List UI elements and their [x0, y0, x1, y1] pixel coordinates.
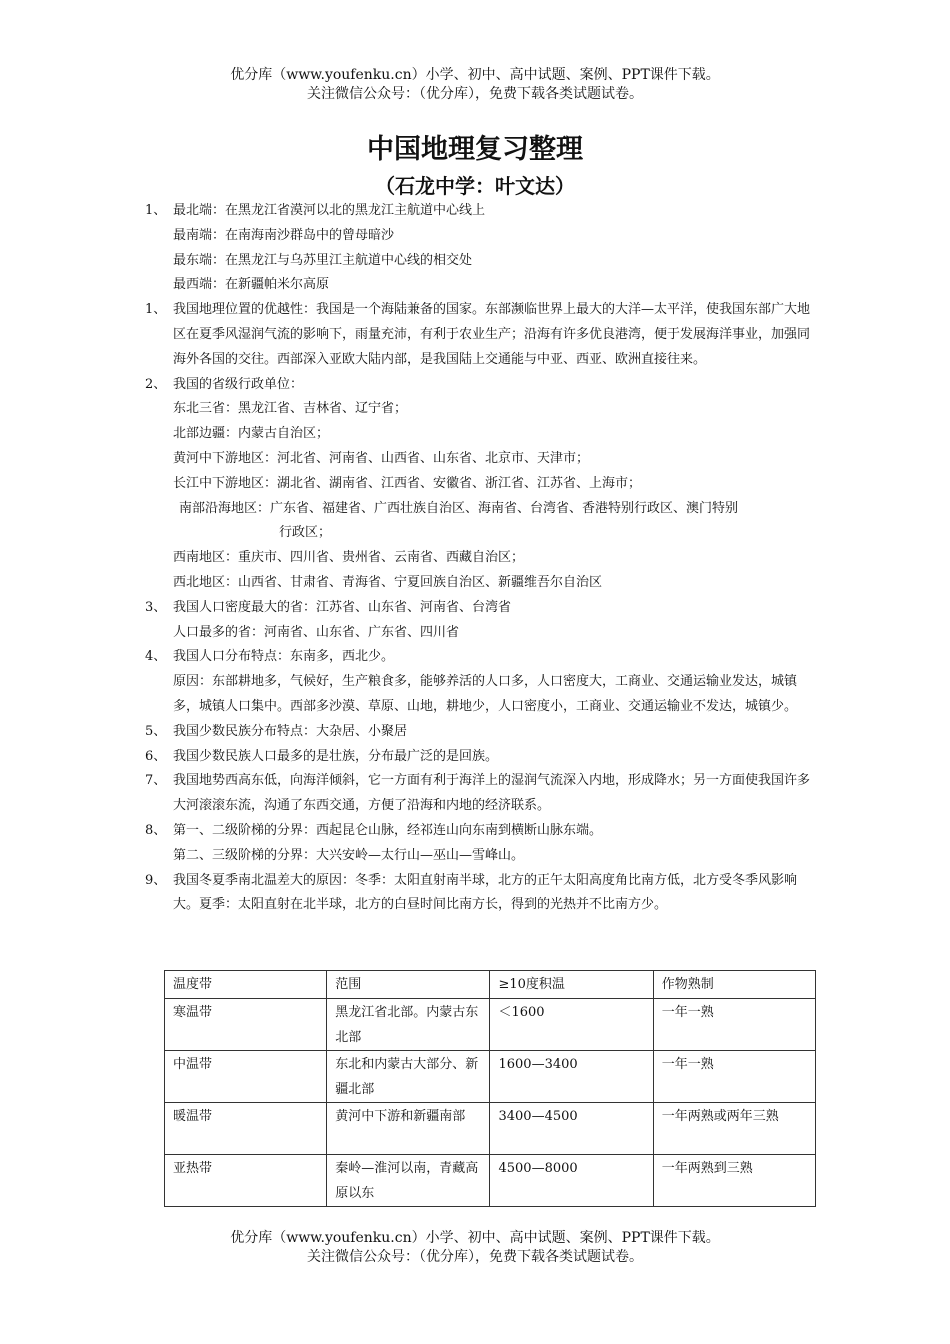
page-title: 中国地理复习整理: [367, 134, 583, 165]
text-line: 第二、三级阶梯的分界：大兴安岭—太行山—巫山—雪峰山。: [173, 847, 525, 863]
header-line-2: 关注微信公众号：（优分库），免费下载各类试题试卷。: [307, 86, 643, 102]
text-line: 东北三省：黑龙江省、吉林省、辽宁省；: [173, 401, 408, 417]
text-line: 最西端：在新疆帕米尔高原: [173, 277, 330, 293]
text-line: 最南端：在南海南沙群岛中的曾母暗沙: [173, 227, 395, 243]
section-location-advantage: [145, 298, 810, 372]
table-cell: 亚热带: [165, 1155, 327, 1207]
section-population-density: [145, 596, 810, 646]
section-number: 5、: [145, 723, 167, 739]
document-body: [145, 199, 810, 918]
table-cell: 中温带: [165, 1051, 327, 1103]
section-population-distribution: [145, 645, 810, 719]
paragraph: 我国的省级行政单位：: [173, 376, 304, 392]
page-header: [0, 66, 950, 104]
table-cell: 暖温带: [165, 1103, 327, 1155]
paragraph: 我国少数民族人口最多的是壮族，分布最广泛的是回族。: [173, 748, 499, 764]
section-number: 8、: [145, 822, 167, 838]
section-number: 4、: [145, 649, 167, 665]
table-row: [165, 1051, 816, 1103]
text-line: 长江中下游地区：湖北省、湖南省、江西省、安徽省、浙江省、江苏省、上海市；: [173, 475, 642, 491]
paragraph: 我国人口分布特点：东南多，西北少。: [173, 649, 395, 665]
section-provinces: [145, 373, 810, 497]
table-cell: 一年两熟到三熟: [653, 1155, 815, 1207]
section-minority-distribution: [145, 720, 810, 745]
text-line: 人口最多的省：河南省、山东省、广东省、四川省: [173, 624, 460, 640]
text-line: 最东端：在黑龙江与乌苏里江主航道中心线的相交处: [173, 252, 473, 268]
table-cell: ＜1600: [490, 999, 653, 1051]
text-line: 黄河中下游地区：河北省、河南省、山西省、山东省、北京市、天津市；: [173, 450, 590, 466]
section-number: 9、: [145, 872, 167, 888]
section-number: 1、: [145, 203, 167, 218]
text-line: 南部沿海地区：广东省、福建省、广西壮族自治区、海南省、台湾省、香港特别行政区、澳门特别: [179, 500, 739, 516]
temperature-zone-table: [164, 970, 816, 1207]
paragraph: 我国地势西高东低，向海洋倾斜，它一方面有利于海洋上的湿润气流深入内地，形成降水；另一方面使我国许多大河滚滚东流，沟通了东西交通，方便了沿海和内地的经济联系。: [173, 773, 811, 814]
table-row: [165, 1103, 816, 1155]
text-line: 行政区；: [279, 525, 332, 541]
table-header-cell: ≥10度积温: [490, 971, 653, 999]
table-cell: 东北和内蒙古大部分、新疆北部: [327, 1051, 490, 1103]
section-number: 3、: [145, 599, 167, 615]
section-number: 1、: [145, 302, 167, 318]
south-coastal-region: [145, 497, 810, 547]
text-line: 最北端：在黑龙江省漠河以北的黑龙江主航道中心线上: [173, 203, 486, 218]
text-line: 北部边疆：内蒙古自治区；: [173, 426, 330, 442]
table-cell: 4500—8000: [490, 1155, 653, 1207]
table-header-cell: 作物熟制: [653, 971, 815, 999]
section-provinces-cont: [145, 546, 810, 596]
paragraph: 我国人口密度最大的省：江苏省、山东省、河南省、台湾省: [173, 599, 512, 615]
paragraph: 原因：东部耕地多，气候好，生产粮食多，能够养活的人口多，人口密度大，工商业、交通运输业发达，城镇多，城镇人口集中。西部多沙漠、草原、山地，耕地少，人口密度小，工商业、交通运输业不发达，城镇少。: [173, 674, 798, 714]
table-header-cell: 温度带: [165, 971, 327, 999]
table-cell: 寒温带: [165, 999, 327, 1051]
section-number: 7、: [145, 773, 167, 789]
section-terrain-steps: [145, 819, 810, 869]
page-subtitle: （石龙中学：叶文达）: [375, 174, 575, 198]
table-cell: 一年一熟: [653, 999, 815, 1051]
table-cell: 秦岭—淮河以南，青藏高原以东: [327, 1155, 490, 1207]
text-line: 西南地区：重庆市、四川省、贵州省、云南省、西藏自治区；: [173, 550, 525, 566]
footer-line-1: 优分库（www.youfenku.cn）小学、初中、高中试题、案例、PPT课件下载。: [230, 1230, 720, 1246]
footer-line-2: 关注微信公众号：（优分库），免费下载各类试题试卷。: [307, 1249, 643, 1265]
section-terrain: [145, 769, 810, 819]
section-minority-population: [145, 745, 810, 770]
table-cell: 一年一熟: [653, 1051, 815, 1103]
section-temperature-difference: [145, 869, 810, 919]
table-cell: 3400—4500: [490, 1103, 653, 1155]
table-cell: 一年两熟或两年三熟: [653, 1103, 815, 1155]
section-extreme-points: [145, 199, 810, 298]
paragraph: 我国地理位置的优越性：我国是一个海陆兼备的国家。东部濒临世界上最大的大洋—太平洋，使我国东部广大地区在夏季风湿润气流的影响下，雨量充沛，有利于农业生产；沿海有许多优良港湾，便于发展海洋事业，加强同海外各国的交往。西部深入亚欧大陆内部，是我国陆上交通能与中亚、西亚、欧洲直接往来。: [173, 302, 811, 367]
section-number: 6、: [145, 748, 167, 764]
paragraph: 我国冬夏季南北温差大的原因：冬季：太阳直射南半球，北方的正午太阳高度角比南方低，北方受冬季风影响大。夏季：太阳直射在北半球，北方的白昼时间比南方长，得到的光热并不比南方少。: [173, 872, 798, 913]
section-number: 2、: [145, 376, 167, 392]
table-header-row: [165, 971, 816, 999]
text-line: 西北地区：山西省、甘肃省、青海省、宁夏回族自治区、新疆维吾尔自治区: [173, 574, 603, 590]
header-line-1: 优分库（www.youfenku.cn）小学、初中、高中试题、案例、PPT课件下载。: [230, 67, 720, 83]
table-cell: 黄河中下游和新疆南部: [327, 1103, 490, 1155]
table-row: [165, 999, 816, 1051]
paragraph: 第一、二级阶梯的分界：西起昆仑山脉，经祁连山向东南到横断山脉东端。: [173, 822, 603, 838]
table-cell: 1600—3400: [490, 1051, 653, 1103]
table-row: [165, 1155, 816, 1207]
paragraph: 我国少数民族分布特点：大杂居、小聚居: [173, 723, 408, 739]
page-footer: [0, 1229, 950, 1267]
table-cell: 黑龙江省北部。内蒙古东北部: [327, 999, 490, 1051]
table-header-cell: 范围: [327, 971, 490, 999]
